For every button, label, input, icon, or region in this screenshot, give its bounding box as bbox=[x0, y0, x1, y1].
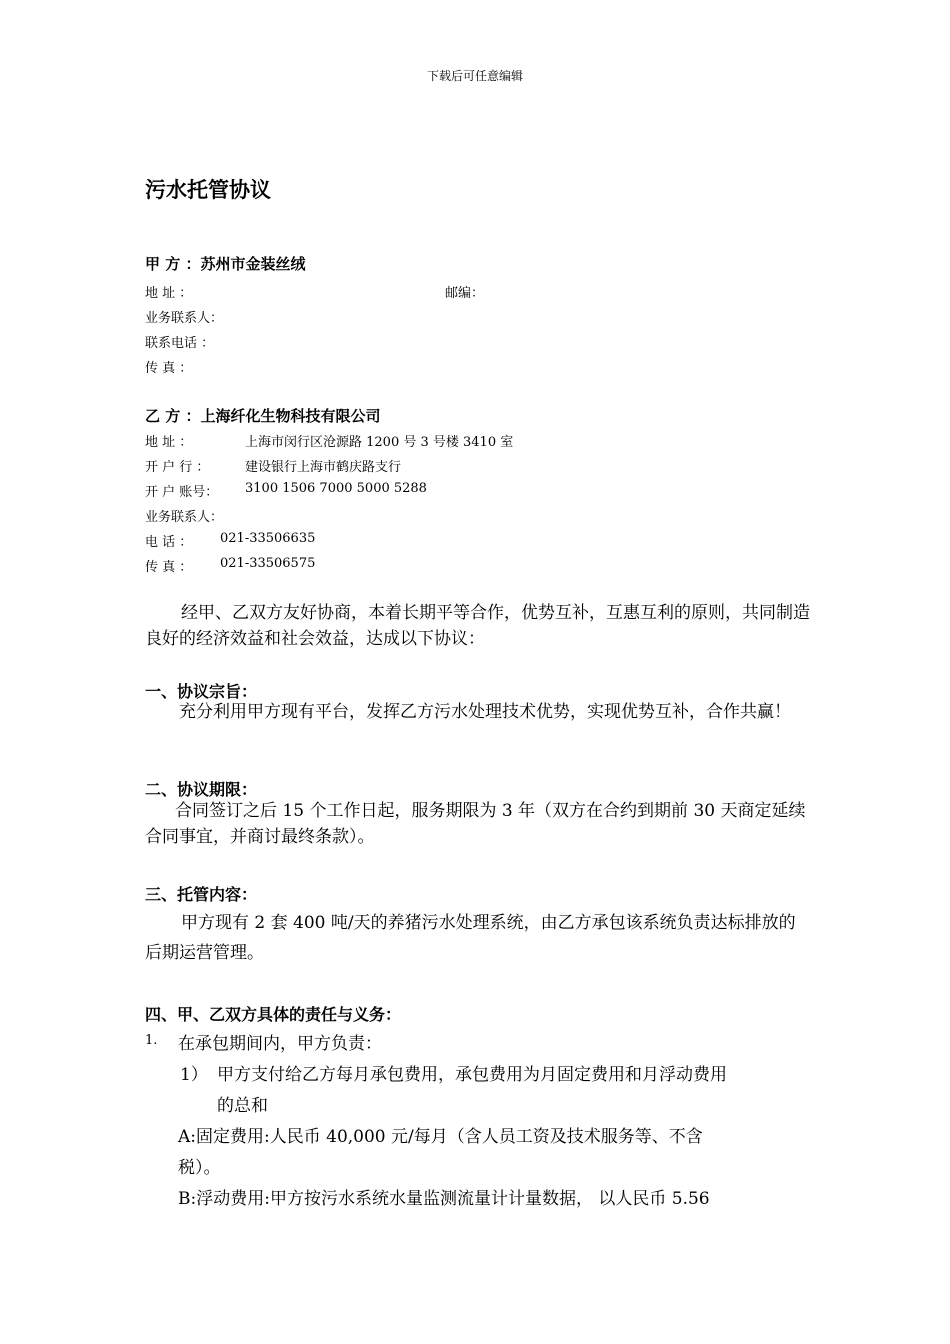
section-3-heading: 三、托管内容： bbox=[145, 885, 258, 904]
header-note: 下载后可任意编辑 bbox=[426, 69, 523, 83]
party-a-postcode-label: 邮编： bbox=[445, 286, 485, 301]
party-a-contact-label: 业务联系人： bbox=[145, 311, 224, 326]
party-b-name: 上海纤化生物科技有限公司 bbox=[200, 407, 381, 425]
section-2-body: 合同签订之后 15 个工作日起，服务期限为 3 年（双方在合约到期前 30 天商定延续合同事宜，并商讨最终条款）。 bbox=[145, 801, 806, 847]
party-b-address-label: 地 址 ： bbox=[145, 435, 193, 450]
party-b-contact-label: 业务联系人： bbox=[145, 510, 224, 525]
document-title: 污水托管协议 bbox=[145, 178, 271, 202]
party-b-phone-value: 021-33506635 bbox=[220, 531, 316, 546]
fixed-fee-line-2: 税）。 bbox=[178, 1158, 221, 1178]
party-b-line bbox=[145, 405, 380, 426]
party-b-phone-label: 电 话 ： bbox=[145, 535, 193, 550]
party-b-label: 乙 方 ： bbox=[145, 407, 201, 425]
party-b-account-label: 开 户 账号： bbox=[145, 485, 219, 500]
party-a-address-label: 地 址 ： bbox=[145, 286, 193, 301]
floating-fee-line-1: B:浮动费用:甲方按污水系统水量监测流量计计量数据， 以人民币 5.56 bbox=[178, 1189, 710, 1209]
party-a-phone-label: 联系电话 ： bbox=[145, 336, 215, 351]
party-a-name: 苏州市金装丝绒 bbox=[200, 255, 306, 273]
party-b-address-value: 上海市闵行区沧源路 1200 号 3 号楼 3410 室 bbox=[245, 435, 514, 450]
intro-paragraph: 经甲、乙双方友好协商，本着长期平等合作，优势互补，互惠互利的原则，共同制造良好的经济效益和社会效益，达成以下协议： bbox=[145, 603, 810, 649]
party-b-bank-label: 开 户 行 ： bbox=[145, 460, 210, 475]
party-b-bank-value: 建设银行上海市鹤庆路支行 bbox=[245, 460, 402, 475]
fixed-fee-line-1: A:固定费用:人民币 40,000 元/每月（含人员工资及技术服务等、不含 bbox=[178, 1127, 703, 1147]
sub-item-1-line-1: 甲方支付给乙方每月承包费用，承包费用为月固定费用和月浮动费用 bbox=[217, 1065, 727, 1085]
party-a-fax-label: 传 真 ： bbox=[145, 361, 193, 376]
section-2-heading: 二、协议期限： bbox=[145, 780, 258, 799]
section-1-heading: 一、协议宗旨： bbox=[145, 682, 258, 701]
section-3-body: 甲方现有 2 套 400 吨/天的养猪污水处理系统，由乙方承包该系统负责达标排放的后期运营管理。 bbox=[145, 913, 796, 963]
party-b-fax-label: 传 真 ： bbox=[145, 560, 193, 575]
sub-item-1-line-2: 的总和 bbox=[217, 1096, 268, 1116]
section-1-body: 充分利用甲方现有平台，发挥乙方污水处理技术优势，实现优势互补，合作共赢！ bbox=[179, 702, 791, 722]
section-4-heading: 四、甲、乙双方具体的责任与义务： bbox=[145, 1005, 402, 1024]
party-a-line bbox=[145, 253, 305, 274]
item-1-number: 1. bbox=[145, 1033, 158, 1048]
item-1-text: 在承包期间内，甲方负责： bbox=[178, 1034, 382, 1054]
party-b-account-value: 3100 1506 7000 5000 5288 bbox=[245, 481, 427, 496]
sub-item-1-number: 1） bbox=[180, 1065, 208, 1085]
party-b-fax-value: 021-33506575 bbox=[220, 556, 316, 571]
party-a-label: 甲 方 ： bbox=[145, 255, 201, 273]
